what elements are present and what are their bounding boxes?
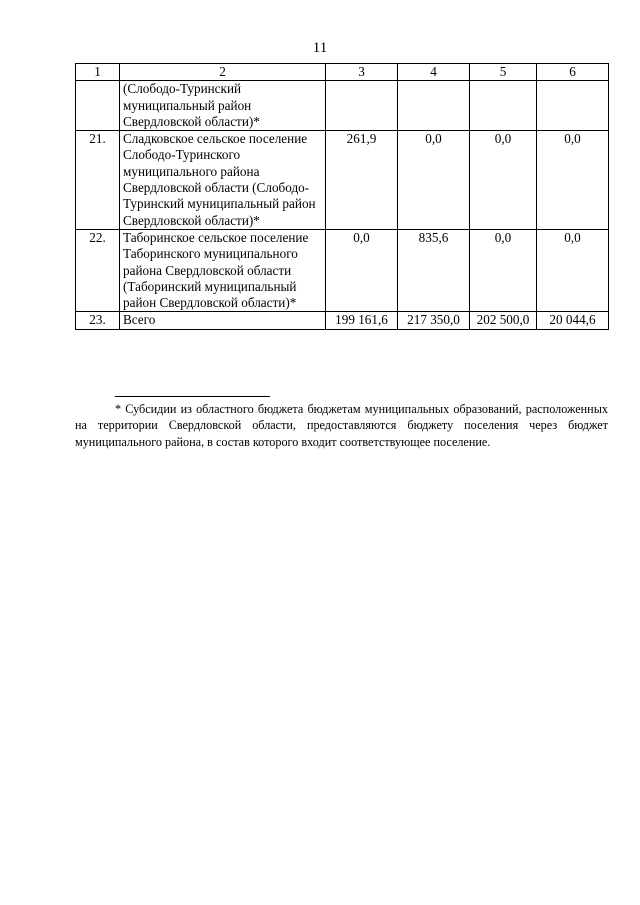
column-header: 2	[120, 64, 326, 81]
row-value	[470, 81, 537, 131]
table-row-total	[76, 312, 609, 329]
row-number: 21.	[76, 131, 120, 230]
row-value: 0,0	[470, 229, 537, 311]
column-header: 6	[537, 64, 609, 81]
row-value: 0,0	[398, 131, 470, 230]
row-value	[537, 81, 609, 131]
column-header: 5	[470, 64, 537, 81]
row-number: 22.	[76, 229, 120, 311]
row-name: Всего	[120, 312, 326, 329]
total-value: 202 500,0	[470, 312, 537, 329]
row-name: (Слободо-Туринский муниципальный район Свердловской области)*	[120, 81, 326, 131]
footnote-divider	[115, 396, 270, 397]
row-number: 23.	[76, 312, 120, 329]
row-name: Сладковское сельское поселение Слободо-Туринского муниципального района Свердловской области (Слободо-Туринский муниципальный район Свердловской области)*	[120, 131, 326, 230]
total-value: 20 044,6	[537, 312, 609, 329]
table-row-continuation	[76, 81, 609, 131]
total-value: 217 350,0	[398, 312, 470, 329]
row-value: 0,0	[326, 229, 398, 311]
row-number	[76, 81, 120, 131]
table-row	[76, 229, 609, 311]
table-row	[76, 131, 609, 230]
column-header: 1	[76, 64, 120, 81]
row-name: Таборинское сельское поселение Таборинского муниципального района Свердловской области (Таборинский муниципальный район Свердловской области)*	[120, 229, 326, 311]
subsidy-table	[75, 63, 609, 330]
table-header-row	[76, 64, 609, 81]
row-value: 835,6	[398, 229, 470, 311]
footnote: * Субсидии из областного бюджета бюджетам муниципальных образований, расположенных на территории Свердловской области, предоставляются бюджету поселения через бюджет муниципального района, в состав которого входит соответствующее поселение.	[75, 402, 608, 449]
row-value	[326, 81, 398, 131]
row-value: 261,9	[326, 131, 398, 230]
row-value: 0,0	[537, 131, 609, 230]
column-header: 4	[398, 64, 470, 81]
row-value: 0,0	[537, 229, 609, 311]
row-value	[398, 81, 470, 131]
total-value: 199 161,6	[326, 312, 398, 329]
row-value: 0,0	[470, 131, 537, 230]
column-header: 3	[326, 64, 398, 81]
page-number: 11	[312, 40, 328, 56]
